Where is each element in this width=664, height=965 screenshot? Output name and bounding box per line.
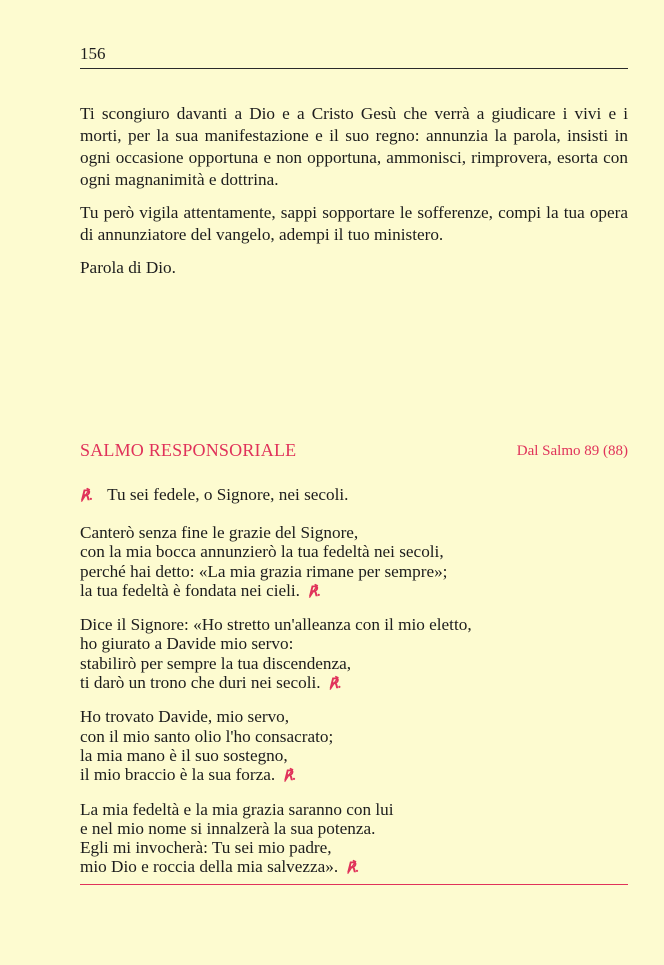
stanza-line xyxy=(80,673,628,694)
refrain-text: Tu sei fedele, o Signore, nei secoli. xyxy=(107,485,349,504)
stanza-line xyxy=(80,765,628,786)
psalm-header xyxy=(80,440,628,464)
stanza-line: Dice il Signore: «Ho stretto un'alleanza con il mio eletto, xyxy=(80,615,472,635)
stanza-line-text: il mio braccio è la sua forza. xyxy=(80,765,276,785)
psalm-source: Dal Salmo 89 (88) xyxy=(516,443,628,459)
stanza-line: La mia fedeltà e la mia grazia saranno con lui xyxy=(80,799,394,819)
psalm-stanza xyxy=(80,523,628,602)
footer-rule xyxy=(80,884,628,885)
stanza-line-text: ti darò un trono che duri nei secoli. xyxy=(80,673,321,693)
stanza-line xyxy=(80,857,628,878)
stanza-line: stabilirò per sempre la tua discendenza, xyxy=(80,653,352,673)
response-symbol-icon: ℟. xyxy=(80,489,94,504)
stanza-line: la mia mano è il suo sostegno, xyxy=(80,745,288,765)
psalm-title: SALMO RESPONSORIALE xyxy=(80,440,297,460)
stanza-line-text: la tua fedeltà è fondata nei cieli. xyxy=(80,580,300,600)
response-symbol-icon: ℟. xyxy=(307,584,322,600)
psalm-stanzas xyxy=(80,523,628,892)
reading-text xyxy=(80,103,628,290)
psalm-stanza xyxy=(80,707,628,786)
header-rule xyxy=(80,68,628,69)
stanza-line: con la mia bocca annunzierò la tua fedeltà nei secoli, xyxy=(80,542,444,562)
reading-paragraph: Tu però vigila attentamente, sappi sopportare le sofferenze, compi la tua opera di annunziatore del vangelo, adempi il tuo ministero. xyxy=(80,203,628,244)
stanza-line: ho giurato a Davide mio servo: xyxy=(80,634,294,654)
psalm-stanza xyxy=(80,615,628,694)
stanza-line: Egli mi invocherà: Tu sei mio padre, xyxy=(80,838,332,858)
stanza-line: Ho trovato Davide, mio servo, xyxy=(80,707,290,727)
response-symbol-icon: ℟. xyxy=(328,677,342,693)
page-number: 156 xyxy=(80,44,106,63)
response-symbol-icon: ℟. xyxy=(346,861,360,877)
response-symbol-icon: ℟. xyxy=(283,769,297,785)
stanza-line-text: mio Dio e roccia della mia salvezza». xyxy=(80,857,339,877)
stanza-line: con il mio santo olio l'ho consacrato; xyxy=(80,726,334,746)
book-page xyxy=(80,0,628,965)
stanza-line: e nel mio nome si innalzerà la sua potenza. xyxy=(80,818,376,838)
stanza-line xyxy=(80,581,628,602)
reading-conclusion: Parola di Dio. xyxy=(80,258,176,277)
stanza-line: Canterò senza fine le grazie del Signore, xyxy=(80,523,359,542)
reading-paragraph: Ti scongiuro davanti a Dio e a Cristo Gesù che verrà a giudicare i vivi e i morti, per la sua manifestazione e il suo regno: annunzia la parola, insisti in ogni occasione opportuna e non opportuna, ammonisci, rimprovera, esorta con ogni magnanimità e dottrina. xyxy=(80,104,628,189)
stanza-line: perché hai detto: «La mia grazia rimane per sempre»; xyxy=(80,561,448,581)
psalm-refrain xyxy=(80,484,348,508)
psalm-stanza xyxy=(80,800,628,879)
